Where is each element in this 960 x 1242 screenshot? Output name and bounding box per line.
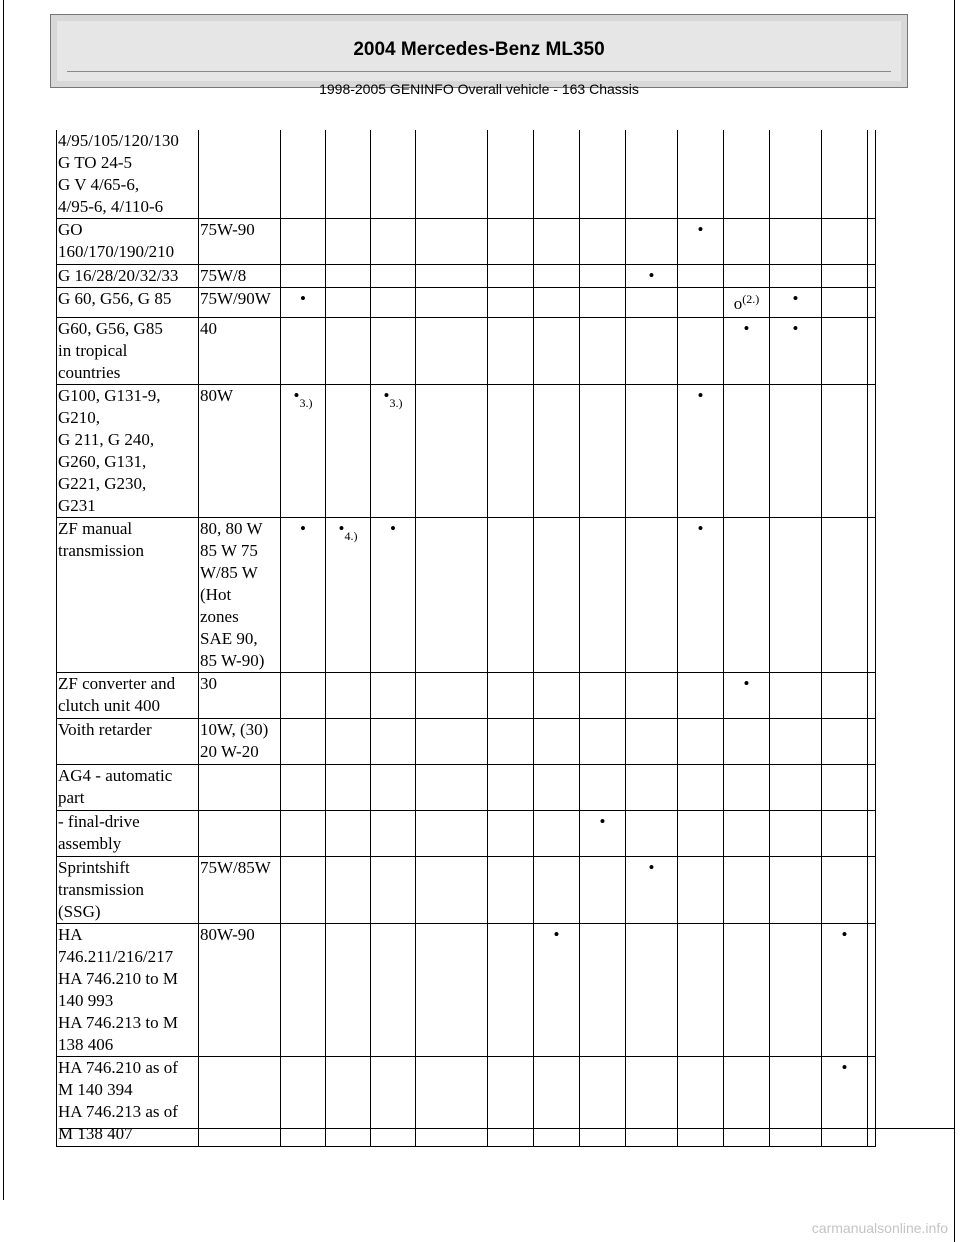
viscosity-cell (199, 1057, 281, 1147)
spec-cell (626, 1057, 678, 1147)
spec-cell (534, 518, 580, 673)
table-row (57, 673, 876, 719)
spec-cell (678, 924, 724, 1057)
table-bottom-rule (60, 1128, 954, 1129)
footnote-ref: 4.) (344, 529, 358, 543)
spec-cell (678, 318, 724, 385)
spec-cell (770, 673, 822, 719)
spec-cell (678, 518, 724, 673)
spec-cell (822, 318, 868, 385)
spec-cell (326, 1057, 371, 1147)
spec-cell (770, 265, 822, 288)
page-border-left (3, 0, 4, 1200)
spec-cell (822, 857, 868, 924)
header-subtitle: 1998-2005 GENINFO Overall vehicle - 163 Chassis (319, 81, 639, 97)
mark-symbol: • (553, 925, 560, 944)
spec-cell (488, 924, 534, 1057)
spec-cell (416, 518, 488, 673)
spec-cell (678, 811, 724, 857)
spec-cell (416, 1057, 488, 1147)
watermark-text: carmanualsonline.info (811, 1220, 948, 1236)
mark-symbol: • (792, 319, 799, 338)
mark-symbol: • (293, 386, 300, 405)
spec-cell (416, 857, 488, 924)
viscosity-cell: 80W-90 (199, 924, 281, 1057)
spec-cell (534, 719, 580, 765)
header-title: 2004 Mercedes-Benz ML350 (353, 39, 605, 60)
spec-cell (770, 130, 822, 219)
table-row (57, 219, 876, 265)
spec-cell (580, 385, 626, 518)
spec-cell (534, 811, 580, 857)
spec-cell (626, 385, 678, 518)
spec-cell (281, 219, 326, 265)
table-row (57, 719, 876, 765)
spec-cell (534, 385, 580, 518)
spec-cell (580, 673, 626, 719)
spec-cell (822, 265, 868, 288)
spec-mark (679, 219, 722, 241)
mark-symbol: • (338, 519, 345, 538)
spec-mark (679, 518, 722, 540)
spec-cell (868, 719, 876, 765)
spec-cell (580, 1057, 626, 1147)
spec-cell (724, 811, 770, 857)
spec-cell (868, 288, 876, 318)
spec-cell (281, 265, 326, 288)
spec-cell (534, 288, 580, 318)
spec-mark (823, 924, 866, 946)
spec-cell (678, 288, 724, 318)
lubricant-table (56, 130, 876, 1147)
spec-cell (326, 518, 371, 673)
spec-cell (626, 924, 678, 1057)
spec-cell (678, 385, 724, 518)
spec-cell (488, 765, 534, 811)
spec-cell (488, 385, 534, 518)
spec-cell (822, 765, 868, 811)
spec-cell (488, 318, 534, 385)
spec-cell (326, 219, 371, 265)
spec-cell (371, 765, 416, 811)
spec-mark (725, 673, 768, 695)
spec-cell (534, 318, 580, 385)
spec-cell (580, 719, 626, 765)
header-panel (57, 21, 901, 97)
spec-cell (326, 673, 371, 719)
spec-cell (371, 673, 416, 719)
spec-cell (281, 673, 326, 719)
spec-cell (724, 924, 770, 1057)
spec-cell (868, 857, 876, 924)
spec-cell (281, 288, 326, 318)
spec-cell (281, 1057, 326, 1147)
mark-symbol: • (383, 386, 390, 405)
spec-cell (868, 318, 876, 385)
spec-cell (371, 288, 416, 318)
spec-cell (534, 924, 580, 1057)
spec-cell (371, 719, 416, 765)
spec-cell (281, 130, 326, 219)
spec-mark (535, 924, 578, 946)
document-header (50, 14, 908, 97)
component-cell: GO 160/170/190/210 (57, 219, 199, 265)
spec-cell (416, 219, 488, 265)
viscosity-cell: 80, 80 W 85 W 75 W/85 W (Hot zones SAE 90, 85 W-90) (199, 518, 281, 673)
spec-cell (770, 318, 822, 385)
spec-cell (416, 265, 488, 288)
spec-cell (822, 1057, 868, 1147)
spec-cell (371, 385, 416, 518)
spec-cell (416, 811, 488, 857)
spec-mark (327, 518, 369, 543)
spec-cell (281, 518, 326, 673)
spec-cell (724, 219, 770, 265)
spec-cell (770, 765, 822, 811)
spec-cell (868, 265, 876, 288)
spec-cell (770, 811, 822, 857)
component-cell: G60, G56, G85 in tropical countries (57, 318, 199, 385)
mark-symbol: • (648, 266, 655, 285)
spec-cell (488, 288, 534, 318)
spec-cell (626, 265, 678, 288)
spec-cell (416, 719, 488, 765)
spec-cell (724, 518, 770, 673)
spec-cell (770, 518, 822, 673)
spec-cell (724, 318, 770, 385)
spec-cell (371, 857, 416, 924)
spec-cell (326, 130, 371, 219)
table-row (57, 385, 876, 518)
spec-cell (488, 219, 534, 265)
spec-cell (371, 318, 416, 385)
spec-cell (626, 130, 678, 219)
spec-cell (678, 719, 724, 765)
spec-cell (326, 385, 371, 518)
spec-cell (534, 765, 580, 811)
spec-cell (326, 265, 371, 288)
spec-cell (770, 219, 822, 265)
spec-mark (679, 385, 722, 407)
table-row (57, 811, 876, 857)
mark-symbol: • (648, 858, 655, 877)
spec-mark (823, 1057, 866, 1079)
table-row (57, 765, 876, 811)
spec-cell (626, 219, 678, 265)
spec-cell (580, 518, 626, 673)
spec-cell (724, 719, 770, 765)
spec-cell (416, 318, 488, 385)
spec-cell (488, 130, 534, 219)
spec-mark (725, 318, 768, 340)
spec-cell (724, 130, 770, 219)
spec-cell (416, 765, 488, 811)
mark-symbol: • (792, 289, 799, 308)
viscosity-cell: 80W (199, 385, 281, 518)
spec-cell (580, 318, 626, 385)
spec-cell (724, 1057, 770, 1147)
spec-cell (770, 719, 822, 765)
spec-cell (326, 719, 371, 765)
spec-cell (416, 924, 488, 1057)
spec-cell (580, 811, 626, 857)
spec-cell (281, 318, 326, 385)
spec-cell (770, 857, 822, 924)
spec-cell (724, 265, 770, 288)
component-cell: 4/95/105/120/130 G TO 24-5 G V 4/65-6, 4/95-6, 4/110-6 (57, 130, 199, 219)
spec-cell (724, 857, 770, 924)
spec-mark (282, 385, 324, 410)
spec-cell (371, 924, 416, 1057)
footnote-ref: (2.) (742, 292, 760, 306)
viscosity-cell: 10W, (30) 20 W-20 (199, 719, 281, 765)
spec-cell (488, 811, 534, 857)
viscosity-cell (199, 811, 281, 857)
component-cell: HA 746.211/216/217 HA 746.210 to M 140 993 HA 746.213 to M 138 406 (57, 924, 199, 1057)
spec-cell (371, 130, 416, 219)
spec-cell (868, 673, 876, 719)
spec-cell (281, 385, 326, 518)
spec-cell (868, 1057, 876, 1147)
spec-mark (771, 288, 820, 310)
spec-cell (326, 765, 371, 811)
viscosity-cell (199, 130, 281, 219)
viscosity-cell: 75W/85W (199, 857, 281, 924)
spec-cell (534, 130, 580, 219)
spec-cell (868, 518, 876, 673)
spec-cell (416, 673, 488, 719)
spec-cell (626, 857, 678, 924)
spec-cell (580, 924, 626, 1057)
viscosity-cell: 75W/8 (199, 265, 281, 288)
spec-cell (868, 924, 876, 1057)
component-cell: ZF manual transmission (57, 518, 199, 673)
spec-cell (488, 1057, 534, 1147)
spec-cell (416, 288, 488, 318)
spec-mark (282, 518, 324, 540)
spec-cell (626, 288, 678, 318)
component-cell: AG4 - automatic part (57, 765, 199, 811)
spec-cell (770, 288, 822, 318)
mark-symbol: • (697, 519, 704, 538)
spec-cell (868, 765, 876, 811)
spec-cell (534, 1057, 580, 1147)
mark-symbol: • (697, 220, 704, 239)
spec-cell (724, 673, 770, 719)
table-row (57, 924, 876, 1057)
mark-symbol: o (733, 294, 743, 313)
spec-cell (534, 219, 580, 265)
spec-cell (868, 811, 876, 857)
mark-symbol: • (300, 289, 306, 308)
spec-cell (281, 719, 326, 765)
spec-cell (724, 765, 770, 811)
spec-cell (626, 518, 678, 673)
component-cell: G 16/28/20/32/33 (57, 265, 199, 288)
table-row (57, 318, 876, 385)
spec-mark (282, 288, 324, 310)
spec-cell (534, 857, 580, 924)
spec-cell (822, 924, 868, 1057)
spec-cell (678, 673, 724, 719)
spec-cell (281, 857, 326, 924)
spec-cell (534, 673, 580, 719)
spec-cell (678, 219, 724, 265)
viscosity-cell: 40 (199, 318, 281, 385)
spec-cell (678, 265, 724, 288)
spec-cell (580, 219, 626, 265)
spec-cell (822, 219, 868, 265)
mark-symbol: • (743, 674, 750, 693)
spec-cell (416, 130, 488, 219)
spec-cell (371, 1057, 416, 1147)
spec-cell (822, 811, 868, 857)
spec-cell (488, 719, 534, 765)
spec-cell (822, 518, 868, 673)
spec-cell (580, 130, 626, 219)
spec-cell (281, 765, 326, 811)
spec-cell (371, 811, 416, 857)
component-cell: ZF converter and clutch unit 400 (57, 673, 199, 719)
spec-mark (771, 318, 820, 340)
table-row (57, 857, 876, 924)
table-row (57, 288, 876, 318)
spec-cell (770, 1057, 822, 1147)
spec-mark (725, 288, 768, 315)
spec-cell (371, 518, 416, 673)
spec-cell (678, 857, 724, 924)
viscosity-cell: 75W/90W (199, 288, 281, 318)
spec-cell (326, 857, 371, 924)
table-row (57, 130, 876, 219)
mark-symbol: • (300, 519, 306, 538)
mark-symbol: • (390, 519, 396, 538)
spec-cell (770, 924, 822, 1057)
viscosity-cell: 30 (199, 673, 281, 719)
header-divider (67, 71, 891, 72)
spec-cell (488, 265, 534, 288)
spec-cell (822, 130, 868, 219)
spec-cell (580, 765, 626, 811)
spec-cell (534, 265, 580, 288)
table-row (57, 1057, 876, 1147)
spec-cell (822, 288, 868, 318)
spec-cell (281, 811, 326, 857)
spec-cell (488, 857, 534, 924)
footnote-ref: 3.) (389, 396, 403, 410)
spec-cell (678, 130, 724, 219)
spec-mark (372, 385, 414, 410)
mark-symbol: • (599, 812, 606, 831)
spec-cell (724, 288, 770, 318)
component-cell: Voith retarder (57, 719, 199, 765)
spec-cell (868, 130, 876, 219)
table-row (57, 265, 876, 288)
spec-cell (626, 765, 678, 811)
spec-cell (488, 518, 534, 673)
component-cell: Sprintshift transmission (SSG) (57, 857, 199, 924)
spec-cell (371, 219, 416, 265)
table-row (57, 518, 876, 673)
spec-cell (580, 857, 626, 924)
spec-cell (822, 719, 868, 765)
viscosity-cell (199, 765, 281, 811)
footnote-ref: 3.) (299, 396, 313, 410)
spec-cell (678, 765, 724, 811)
mark-symbol: • (697, 386, 704, 405)
spec-mark (627, 265, 676, 287)
spec-cell (281, 924, 326, 1057)
spec-cell (371, 265, 416, 288)
viscosity-cell: 75W-90 (199, 219, 281, 265)
component-cell: G 60, G56, G 85 (57, 288, 199, 318)
spec-cell (724, 385, 770, 518)
spec-cell (868, 219, 876, 265)
spec-cell (580, 288, 626, 318)
mark-symbol: • (743, 319, 750, 338)
mark-symbol: • (841, 925, 848, 944)
spec-mark (627, 857, 676, 879)
spec-cell (822, 673, 868, 719)
page-border-right (954, 0, 955, 1242)
spec-cell (488, 673, 534, 719)
component-cell: HA 746.210 as of M 140 394 HA 746.213 as of M 138 407 (57, 1057, 199, 1147)
spec-cell (580, 265, 626, 288)
spec-cell (822, 385, 868, 518)
spec-cell (868, 385, 876, 518)
spec-mark (372, 518, 414, 540)
spec-cell (326, 811, 371, 857)
component-cell: G100, G131-9, G210, G 211, G 240, G260, G131, G221, G230, G231 (57, 385, 199, 518)
spec-cell (626, 719, 678, 765)
spec-cell (626, 673, 678, 719)
spec-cell (326, 288, 371, 318)
spec-cell (626, 811, 678, 857)
spec-cell (326, 924, 371, 1057)
spec-cell (678, 1057, 724, 1147)
spec-cell (770, 385, 822, 518)
spec-cell (326, 318, 371, 385)
mark-symbol: • (841, 1058, 848, 1077)
spec-cell (626, 318, 678, 385)
spec-cell (416, 385, 488, 518)
component-cell: - final-drive assembly (57, 811, 199, 857)
spec-mark (581, 811, 624, 833)
